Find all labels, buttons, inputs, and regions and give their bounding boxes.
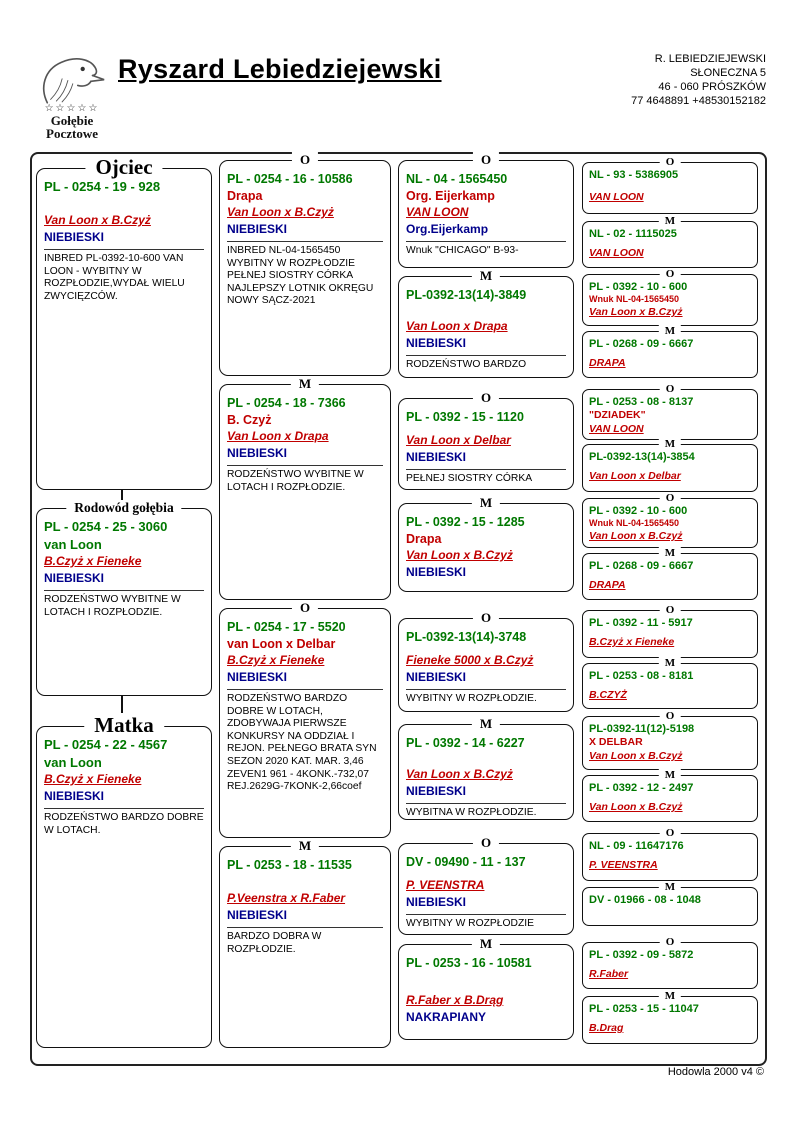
description: RODZEŃSTWO BARDZO DOBRE W LOTACH, ZDOBYWAJA PIERWSZE KONKURSY NA ODDZIAŁ I REJON. PEŁNEGO BRATA SYN SEZON 2020 KAT. MAR. 3,46 ZEVEN1 961 - 4KONK.-732,07 REJ.2629G-7KONK-2,66coef bbox=[227, 689, 383, 794]
sex-marker: M bbox=[472, 268, 500, 283]
strain-name: R.Faber bbox=[589, 968, 629, 980]
pedigree-box-g3-3 bbox=[398, 390, 574, 490]
ring-number: DV - 09490 - 11 - 137 bbox=[406, 855, 526, 869]
description: RODZEŃSTWO BARDZO DOBRE W LOTACH. bbox=[44, 808, 204, 837]
pedigree-box-g3-4 bbox=[398, 495, 574, 592]
spacer bbox=[406, 752, 566, 766]
contact-info bbox=[631, 52, 766, 108]
plumage-color: NIEBIESKI bbox=[227, 908, 288, 922]
ring-number: NL - 04 - 1565450 bbox=[406, 172, 508, 186]
bird-name: X DELBAR bbox=[589, 736, 643, 748]
ring-number: PL - 0392 - 11 - 5917 bbox=[589, 617, 693, 629]
strain-name: B.Drag bbox=[589, 1022, 624, 1034]
mother-label: Matka bbox=[84, 713, 164, 737]
strain-name: DRAPA bbox=[589, 357, 626, 369]
strain-name: B.Czyż x Fieneke bbox=[44, 554, 142, 568]
strain-name: Van Loon x B.Czyż bbox=[406, 548, 513, 562]
bird-note: Wnuk NL-04-1565450 bbox=[589, 294, 680, 304]
ring-number: PL - 0254 - 25 - 3060 bbox=[44, 519, 168, 534]
ring-number: PL - 0253 - 15 - 11047 bbox=[589, 1003, 699, 1015]
plumage-color: NIEBIESKI bbox=[44, 571, 105, 585]
bird-name: B. Czyż bbox=[227, 413, 272, 427]
plumage-color: NIEBIESKI bbox=[406, 784, 467, 798]
strain-name: Van Loon x Delbar bbox=[589, 470, 681, 482]
description: Wnuk "CHICAGO" B-93- bbox=[406, 241, 566, 258]
ring-number: PL - 0254 - 16 - 10586 bbox=[227, 172, 353, 186]
sex-marker: M bbox=[291, 838, 319, 853]
spacer bbox=[406, 304, 566, 318]
ring-number: PL - 0392 - 14 - 6227 bbox=[406, 736, 525, 750]
plumage-color: NIEBIESKI bbox=[406, 336, 467, 350]
pedigree-box-g3-8 bbox=[398, 936, 574, 1040]
pedigree-box-g4-8 bbox=[582, 547, 758, 600]
description: WYBITNY W ROZPŁODZIE. bbox=[406, 689, 566, 706]
strain-name: Van Loon x B.Czyż bbox=[589, 801, 683, 813]
sex-marker: O bbox=[660, 710, 681, 723]
sex-marker: O bbox=[660, 383, 681, 396]
strain-name: Van Loon x Drapa bbox=[406, 319, 508, 333]
strain-name: R.Faber x B.Drąg bbox=[406, 993, 504, 1007]
strain-name: VAN LOON bbox=[589, 423, 644, 435]
pedigree-box-g4-4 bbox=[582, 325, 758, 378]
pedigree-box-g2-sire2 bbox=[219, 600, 391, 838]
sex-marker: O bbox=[473, 152, 499, 167]
pedigree-box-g3-1 bbox=[398, 152, 574, 268]
sex-marker: M bbox=[472, 495, 500, 510]
ring-number: PL - 0253 - 08 - 8181 bbox=[589, 670, 694, 682]
ring-number: PL - 0254 - 22 - 4567 bbox=[44, 737, 168, 752]
ring-number: PL - 0268 - 09 - 6667 bbox=[589, 560, 694, 572]
strain-name: Van Loon x B.Czyż bbox=[589, 530, 683, 542]
ring-number: PL - 0392 - 12 - 2497 bbox=[589, 782, 694, 794]
bird-name: van Loon x Delbar bbox=[227, 637, 336, 651]
ring-number: NL - 02 - 1115025 bbox=[589, 228, 677, 240]
spacer bbox=[44, 196, 204, 212]
logo-stars: ☆☆☆☆☆ bbox=[44, 103, 100, 114]
pedigree-box-g2-dam2 bbox=[219, 838, 391, 1048]
spacer bbox=[227, 874, 383, 890]
strain-name: VAN LOON bbox=[406, 205, 469, 219]
pigeon-logo-icon bbox=[30, 50, 114, 106]
pedigree-box-g4-16 bbox=[582, 990, 758, 1044]
plumage-color: NIEBIESKI bbox=[44, 230, 105, 244]
ring-number: NL - 93 - 5386905 bbox=[589, 169, 679, 181]
ring-number: PL - 0392 - 10 - 600 bbox=[589, 281, 688, 293]
bird-name: "DZIADEK" bbox=[589, 409, 646, 421]
contact-line-phone: 77 4648891 +48530152182 bbox=[631, 95, 766, 107]
sex-marker: O bbox=[660, 604, 681, 617]
contact-line-street: SŁONECZNA 5 bbox=[690, 67, 766, 79]
pedigree-box-father bbox=[36, 155, 212, 490]
ring-number: PL - 0253 - 16 - 10581 bbox=[406, 956, 532, 970]
strain-name: Van Loon x B.Czyż bbox=[589, 306, 683, 318]
ring-number: DV - 01966 - 08 - 1048 bbox=[589, 894, 701, 906]
pedigree-box-g3-6 bbox=[398, 716, 574, 820]
pedigree-box-g4-12 bbox=[582, 769, 758, 822]
sex-marker: M bbox=[659, 547, 681, 560]
pedigree-box-g4-7 bbox=[582, 492, 758, 548]
strain-name: Van Loon x Drapa bbox=[227, 429, 329, 443]
bird-name: Drapa bbox=[406, 532, 442, 546]
sex-marker: O bbox=[660, 936, 681, 949]
plumage-color: Org.Eijerkamp bbox=[406, 222, 489, 236]
logo-text-line1: Gołębie bbox=[50, 113, 94, 128]
sex-marker: O bbox=[292, 600, 318, 615]
sex-marker: M bbox=[659, 438, 681, 451]
sex-marker: O bbox=[660, 492, 681, 505]
description: WYBITNY W ROZPŁODZIE bbox=[406, 914, 566, 931]
sex-marker: O bbox=[473, 390, 499, 405]
sex-marker: M bbox=[659, 990, 681, 1003]
description: RODZEŃSTWO WYBITNE W LOTACH I ROZPŁODZIE. bbox=[227, 465, 383, 494]
ring-number: PL - 0254 - 19 - 928 bbox=[44, 179, 161, 194]
bird-name: Drapa bbox=[227, 189, 263, 203]
pedigree-box-g4-5 bbox=[582, 383, 758, 440]
ring-number: PL-0392-11(12)-5198 bbox=[589, 723, 695, 735]
pedigree-box-g3-2 bbox=[398, 268, 574, 378]
plumage-color: NIEBIESKI bbox=[227, 446, 288, 460]
breeder-name-title: Ryszard Lebiedziejewski bbox=[118, 54, 442, 84]
sex-marker: M bbox=[472, 936, 500, 951]
ring-number: PL - 0392 - 10 - 600 bbox=[589, 505, 688, 517]
sex-marker: O bbox=[473, 835, 499, 850]
strain-name: P.Veenstra x R.Faber bbox=[227, 891, 346, 905]
plumage-color: NIEBIESKI bbox=[227, 670, 288, 684]
plumage-color: NIEBIESKI bbox=[44, 789, 105, 803]
pedigree-box-bird bbox=[36, 500, 212, 696]
sex-marker: O bbox=[660, 827, 681, 840]
ring-number: PL-0392-13(14)-3748 bbox=[406, 630, 527, 644]
description: PEŁNEJ SIOSTRY CÓRKA bbox=[406, 469, 566, 486]
plumage-color: NIEBIESKI bbox=[406, 450, 467, 464]
strain-name: Van Loon x B.Czyż bbox=[227, 205, 334, 219]
plumage-color: NIEBIESKI bbox=[406, 670, 467, 684]
father-label: Ojciec bbox=[85, 155, 162, 179]
contact-line-city: 46 - 060 PRÓSZKÓW bbox=[658, 81, 766, 93]
pedigree-box-g3-7 bbox=[398, 835, 574, 935]
pedigree-box-g4-2 bbox=[582, 215, 758, 268]
logo-text-line2: Pocztowe bbox=[46, 126, 98, 141]
description: INBRED PL-0392-10-600 VAN LOON - WYBITNY W ROZPŁODZIE,WYDAŁ WIELU ZWYCIĘZCÓW. bbox=[44, 249, 204, 303]
strain-name: Van Loon x B.Czyż bbox=[406, 767, 513, 781]
logo-text bbox=[26, 114, 118, 140]
pedigree-box-g4-13 bbox=[582, 827, 758, 881]
sex-marker: M bbox=[659, 325, 681, 338]
ring-number: PL - 0254 - 17 - 5520 bbox=[227, 620, 346, 634]
strain-name: Van Loon x B.Czyż bbox=[589, 750, 683, 762]
ring-number: PL - 0392 - 15 - 1120 bbox=[406, 410, 524, 424]
pedigree-box-g4-11 bbox=[582, 710, 758, 770]
pedigree-box-g4-3 bbox=[582, 268, 758, 326]
strain-name: Van Loon x B.Czyż bbox=[44, 213, 151, 227]
bird-note: Wnuk NL-04-1565450 bbox=[589, 518, 680, 528]
logo bbox=[26, 50, 118, 140]
sex-marker: M bbox=[659, 657, 681, 670]
strain-name: Van Loon x Delbar bbox=[406, 433, 511, 447]
description: RODZEŃSTWO BARDZO bbox=[406, 355, 566, 372]
pedigree-box-mother bbox=[36, 713, 212, 1048]
sex-marker: O bbox=[473, 610, 499, 625]
pedigree-box-g4-9 bbox=[582, 604, 758, 658]
ring-number: PL - 0254 - 18 - 7366 bbox=[227, 396, 346, 410]
footer-credit: Hodowla 2000 v4 © bbox=[667, 1066, 764, 1078]
bird-name: van Loon bbox=[44, 537, 102, 552]
spacer bbox=[589, 182, 752, 190]
plumage-color: NIEBIESKI bbox=[406, 895, 467, 909]
strain-name: B.Czyż x Fieneke bbox=[589, 636, 675, 648]
description: INBRED NL-04-1565450 WYBITNY W ROZPŁODZIE PEŁNEJ SIOSTRY CÓRKA NAJLEPSZY LOTNIK OKRĘGU NOWY SĄCZ-2021 bbox=[227, 241, 383, 308]
strain-name: VAN LOON bbox=[589, 247, 644, 259]
plumage-color: NIEBIESKI bbox=[406, 565, 467, 579]
pedigree-box-g2-sire bbox=[219, 152, 391, 376]
ring-number: PL - 0392 - 15 - 1285 bbox=[406, 515, 525, 529]
ring-number: PL-0392-13(14)-3854 bbox=[589, 451, 695, 463]
strain-name: B.CZYŻ bbox=[589, 689, 627, 701]
sex-marker: M bbox=[291, 376, 319, 391]
plumage-color: NAKRAPIANY bbox=[406, 1010, 487, 1024]
ring-number: NL - 09 - 11647176 bbox=[589, 840, 684, 852]
pedigree-box-g4-14 bbox=[582, 881, 758, 926]
bird-name: van Loon bbox=[44, 755, 102, 770]
sex-marker: M bbox=[659, 769, 681, 782]
description: BARDZO DOBRA W ROZPŁODZIE. bbox=[227, 927, 383, 956]
pedigree-box-g4-1 bbox=[582, 156, 758, 214]
sex-marker: M bbox=[659, 881, 681, 894]
sex-marker: O bbox=[292, 152, 318, 167]
pedigree-box-g3-5 bbox=[398, 610, 574, 712]
bird-name: Org. Eijerkamp bbox=[406, 189, 495, 203]
strain-name: P. VEENSTRA bbox=[406, 878, 485, 892]
strain-name: P. VEENSTRA bbox=[589, 859, 658, 871]
sex-marker: M bbox=[472, 716, 500, 731]
pedigree-box-g2-dam bbox=[219, 376, 391, 600]
spacer bbox=[406, 972, 566, 992]
ring-number: PL - 0253 - 18 - 11535 bbox=[227, 858, 352, 872]
strain-name: B.Czyż x Fieneke bbox=[227, 653, 325, 667]
contact-line-name: R. LEBIEDZIEJEWSKI bbox=[654, 53, 766, 65]
pedigree-box-g4-10 bbox=[582, 657, 758, 709]
strain-name: VAN LOON bbox=[589, 191, 644, 203]
description: RODZEŃSTWO WYBITNE W LOTACH I ROZPŁODZIE. bbox=[44, 590, 204, 619]
pedigree-box-g4-15 bbox=[582, 936, 758, 989]
strain-name: Fieneke 5000 x B.Czyż bbox=[406, 653, 534, 667]
plumage-color: NIEBIESKI bbox=[227, 222, 288, 236]
sex-marker: M bbox=[659, 215, 681, 228]
ring-number: PL - 0268 - 09 - 6667 bbox=[589, 338, 694, 350]
sex-marker: O bbox=[660, 268, 681, 281]
strain-name: DRAPA bbox=[589, 579, 626, 591]
sex-marker: O bbox=[660, 156, 681, 169]
ring-number: PL - 0392 - 09 - 5872 bbox=[589, 949, 694, 961]
pedigree-label: Rodowód gołębia bbox=[66, 500, 181, 516]
ring-number: PL - 0253 - 08 - 8137 bbox=[589, 396, 694, 408]
pedigree-box-g4-6 bbox=[582, 438, 758, 492]
ring-number: PL-0392-13(14)-3849 bbox=[406, 288, 527, 302]
strain-name: B.Czyż x Fieneke bbox=[44, 772, 142, 786]
description: WYBITNA W ROZPŁODZIE. bbox=[406, 803, 566, 820]
